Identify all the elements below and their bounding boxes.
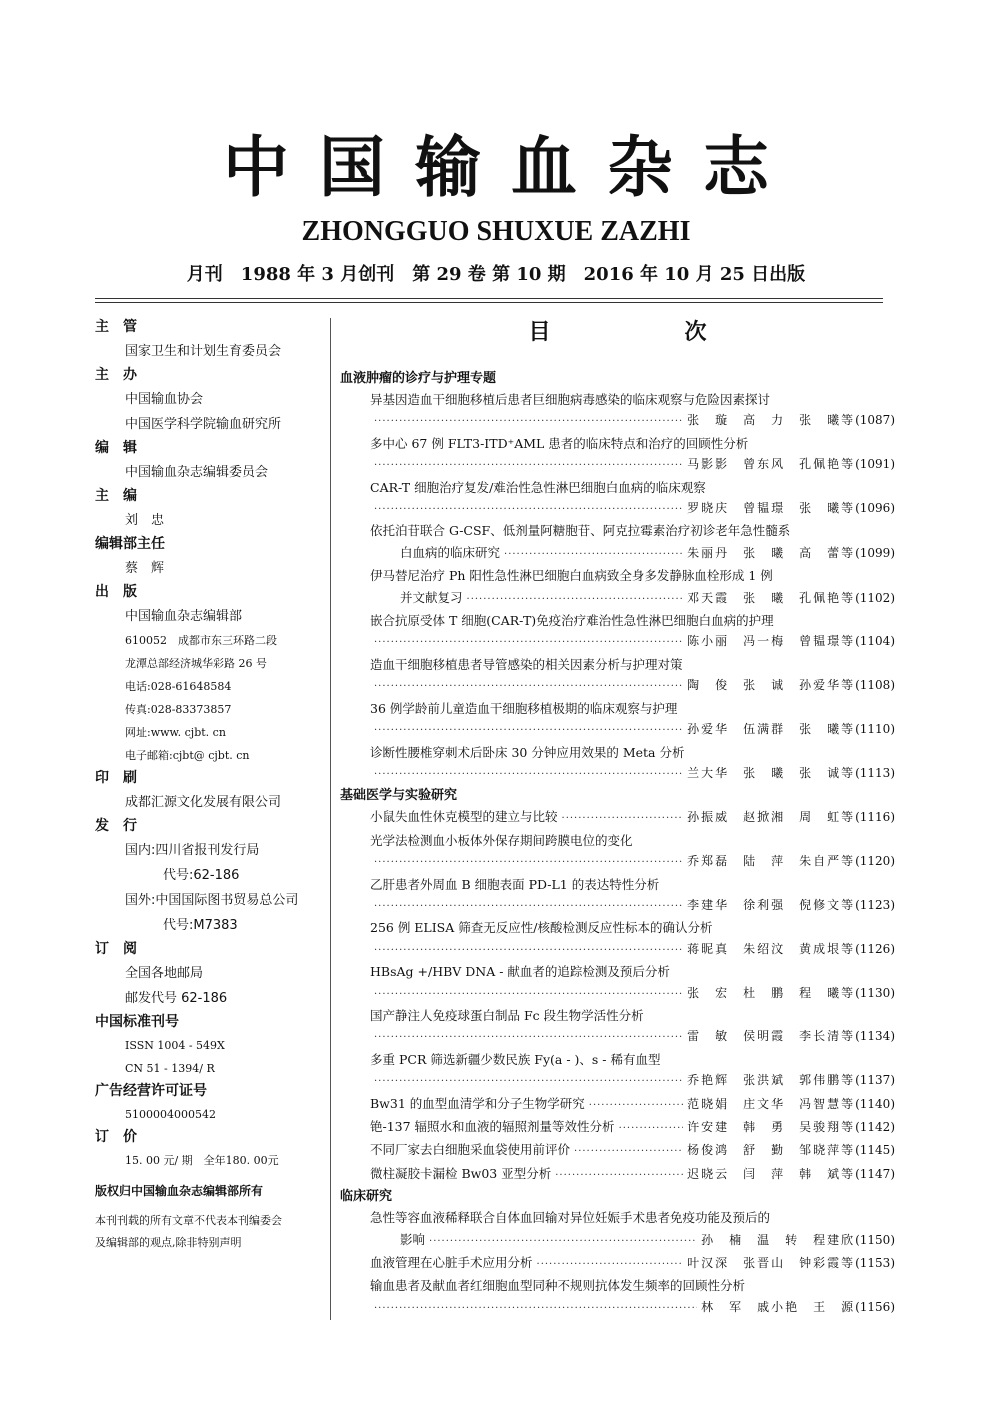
sb-line: 全国各地邮局 bbox=[125, 966, 204, 981]
toc-entry-authors: 张 璇 高 力 张 曦等 bbox=[687, 413, 856, 428]
toc-entry-authors: 迟晓云 闫 萍 韩 斌等 bbox=[687, 1166, 856, 1181]
toc-entry-title: 多中心 67 例 FLT3-ITD⁺AML 患者的临床特点和治疗的回顾性分析 bbox=[370, 435, 749, 451]
toc-entry-page: (1134) bbox=[855, 1029, 895, 1044]
toc-entry-authors: 林 军 戚小艳 王 源 bbox=[701, 1299, 856, 1314]
toc-entry-page: (1099) bbox=[855, 545, 895, 560]
leader-dots bbox=[467, 589, 684, 610]
sb-head-ad-license: 广告经营许可证号 bbox=[95, 1083, 207, 1099]
leader-dots bbox=[589, 1095, 683, 1116]
leader-dots bbox=[374, 455, 683, 476]
toc-entry-row bbox=[340, 1026, 895, 1048]
toc-entry-title: 依托泊苷联合 G-CSF、低剂量阿糖胞苷、阿克拉霉素治疗初诊老年急性髓系 bbox=[370, 523, 791, 539]
toc-entry[interactable] bbox=[340, 1093, 895, 1116]
toc-entry-title: HBsAg +/HBV DNA - 献血者的追踪检测及预后分析 bbox=[370, 964, 670, 980]
toc-entry-page: (1140) bbox=[855, 1096, 895, 1111]
toc-entry-page: (1126) bbox=[855, 941, 895, 956]
toc-section-title: 血液肿瘤的诊疗与护理专题 bbox=[340, 371, 497, 386]
toc-section-title: 基础医学与实验研究 bbox=[340, 788, 458, 804]
toc-entry-row bbox=[340, 1163, 895, 1186]
leader-dots bbox=[429, 1231, 697, 1252]
toc-entry-page: (1110) bbox=[855, 722, 895, 737]
toc-entry-authors: 罗晓庆 曾韫璟 张 曦等 bbox=[687, 501, 856, 516]
toc-entry[interactable] bbox=[340, 1049, 895, 1093]
toc-entry-page: (1113) bbox=[855, 765, 895, 780]
toc-entry-title: 铯-137 辐照水和血液的辐照剂量等效性分析 bbox=[370, 1119, 615, 1134]
toc-entry-title: 伊马替尼治疗 Ph 阳性急性淋巴细胞白血病致全身多发静脉血栓形成 1 例 bbox=[370, 568, 773, 584]
toc-entry[interactable] bbox=[340, 433, 895, 477]
disclaimer-line: 及编辑部的观点,除非特别声明 bbox=[95, 1236, 242, 1249]
toc-entry[interactable] bbox=[340, 1116, 895, 1139]
leader-dots bbox=[374, 1298, 697, 1319]
toc-entry-page: (1137) bbox=[855, 1073, 895, 1088]
toc-entry-row bbox=[340, 1229, 895, 1252]
toc-entry[interactable] bbox=[340, 1252, 895, 1275]
leader-dots bbox=[374, 1071, 683, 1092]
sb-head-supervisor: 主 管 bbox=[95, 319, 137, 335]
toc-entry-title: 造血干细胞移植患者导管感染的相关因素分析与护理对策 bbox=[370, 656, 683, 672]
sb-head-serial: 中国标准刊号 bbox=[95, 1014, 179, 1030]
toc-entry-row bbox=[340, 587, 895, 610]
toc-entry[interactable] bbox=[340, 698, 895, 742]
sb-head-editor: 编 辑 bbox=[95, 440, 137, 456]
sb-email: 电子邮箱:cjbt@ cjbt. cn bbox=[125, 749, 250, 762]
sb-phone: 电话:028-61648584 bbox=[125, 680, 232, 693]
masthead-sidebar bbox=[95, 316, 327, 1254]
toc-entry-title: 256 例 ELISA 筛查无反应性/核酸检测反应性标本的确认分析 bbox=[370, 920, 713, 936]
toc-entry-authors: 蒋昵真 朱绍汶 黄成垠等 bbox=[687, 941, 856, 956]
toc-entry-title: 诊断性腰椎穿刺术后卧床 30 分钟应用效果的 Meta 分析 bbox=[370, 744, 685, 760]
sb-head-publisher: 出 版 bbox=[95, 584, 137, 600]
toc-entry-row bbox=[340, 542, 895, 565]
leader-dots bbox=[374, 720, 683, 741]
toc-entry-authors: 朱丽丹 张 曦 高 蕾等 bbox=[687, 545, 856, 560]
toc-entry-authors: 叶汉深 张晋山 钟彩霞等 bbox=[687, 1256, 856, 1271]
leader-dots bbox=[374, 984, 683, 1005]
toc-entry-title: 血液管理在心脏手术应用分析 bbox=[370, 1255, 533, 1271]
toc-entry-authors: 杨俊鸿 舒 勤 邹晓萍等 bbox=[687, 1143, 856, 1158]
toc-entry[interactable] bbox=[340, 874, 895, 918]
sb-domestic-code: 代号:62-186 bbox=[163, 868, 240, 883]
toc-entry-title: 并文献复习 bbox=[400, 589, 463, 605]
leader-dots bbox=[374, 896, 683, 917]
toc-entry-title: 输血患者及献血者红细胞血型同种不规则抗体发生频率的回顾性分析 bbox=[370, 1278, 746, 1294]
edition-line: 月刊 1988 年 3 月创刊 第 29 卷 第 10 期 2016 年 10 月 25 日出版 bbox=[186, 264, 806, 285]
toc-entry[interactable] bbox=[340, 1005, 895, 1049]
leader-dots bbox=[555, 1165, 683, 1186]
toc-entry-row bbox=[340, 806, 895, 829]
leader-dots bbox=[374, 499, 683, 520]
toc-entry[interactable] bbox=[340, 1139, 895, 1162]
copyright-notice: 版权归中国输血杂志编辑部所有 bbox=[95, 1184, 264, 1198]
sb-price: 15. 00 元/ 期 全年180. 00元 bbox=[125, 1154, 279, 1167]
sb-address-2: 龙潭总部经济城华彩路 26 号 bbox=[125, 657, 267, 670]
toc-entry[interactable] bbox=[340, 961, 895, 1005]
toc-entry-authors: 乔郑磊 陆 萍 朱自严等 bbox=[687, 854, 856, 869]
toc-entry[interactable] bbox=[340, 917, 895, 961]
toc-entry-authors: 陈小丽 冯一梅 曾韫璟等 bbox=[687, 634, 856, 649]
toc-entry-page: (1096) bbox=[855, 501, 895, 516]
toc-entry-row bbox=[340, 1116, 895, 1139]
toc-entry-title: 乙肝患者外周血 B 细胞表面 PD-L1 的表达特性分析 bbox=[370, 876, 660, 892]
journal-title-cn: 中国输血杂志 bbox=[223, 129, 799, 206]
sb-foreign-code: 代号:M7383 bbox=[163, 918, 238, 933]
toc-entry-title: 微柱凝胶卡漏检 Bw03 亚型分析 bbox=[370, 1165, 552, 1181]
toc-entry[interactable] bbox=[340, 830, 895, 874]
toc-entry-row bbox=[340, 939, 895, 961]
toc-entry[interactable] bbox=[340, 1275, 895, 1319]
sb-cn: CN 51 - 1394/ R bbox=[125, 1062, 215, 1075]
toc-entry-title: 白血病的临床研究 bbox=[400, 544, 501, 560]
sb-address-1: 610052 成都市东三环路二段 bbox=[125, 634, 277, 647]
sb-line: 中国输血杂志编辑委员会 bbox=[125, 465, 269, 480]
sb-head-subscribe: 订 阅 bbox=[95, 941, 137, 957]
sb-head-printer: 印 刷 bbox=[95, 770, 137, 786]
toc-entry-page: (1102) bbox=[855, 590, 895, 605]
toc-entry-row bbox=[340, 1252, 895, 1275]
toc-entry-title: 小鼠失血性休克模型的建立与比较 bbox=[370, 809, 558, 825]
leader-dots bbox=[374, 632, 683, 653]
sb-issn: ISSN 1004 - 549X bbox=[125, 1039, 225, 1052]
toc-entry-authors: 孙振威 赵掀湘 周 虹等 bbox=[687, 810, 856, 825]
toc-entry[interactable] bbox=[340, 610, 895, 654]
sb-domestic: 国内:四川省报刊发行局 bbox=[125, 843, 260, 858]
leader-dots bbox=[374, 940, 683, 961]
toc-entry-authors: 范晓娟 庄文华 冯智慧等 bbox=[687, 1096, 856, 1111]
toc-entry-authors: 许安建 韩 勇 吴骏翔等 bbox=[687, 1120, 856, 1134]
toc-entry[interactable] bbox=[340, 806, 895, 829]
toc-entry-title: 多重 PCR 筛选新疆少数民族 Fy(a - )、s - 稀有血型 bbox=[370, 1051, 661, 1067]
leader-dots bbox=[537, 1254, 684, 1275]
toc-entry-page: (1108) bbox=[855, 678, 895, 693]
toc-entry-authors: 张 宏 杜 鹏 程 曦等 bbox=[687, 985, 856, 1000]
toc-entry-page: (1116) bbox=[855, 810, 895, 825]
toc-entry-authors: 李建华 徐利强 倪修文等 bbox=[687, 897, 856, 912]
toc-entry-row bbox=[340, 498, 895, 520]
sb-ad-license-number: 5100004000542 bbox=[125, 1108, 216, 1121]
toc-entry-row bbox=[340, 851, 895, 873]
toc-entry[interactable] bbox=[340, 520, 895, 565]
toc-entry[interactable] bbox=[340, 654, 895, 698]
toc-entry-title: 国产静注人免疫球蛋白制品 Fc 段生物学活性分析 bbox=[370, 1007, 644, 1023]
toc-entry-title: 急性等容血液稀释联合自体血回输对异位妊娠手术患者免疫功能及预后的 bbox=[370, 1210, 771, 1226]
toc-entry-authors: 邓天霞 张 曦 孔佩艳等 bbox=[687, 590, 856, 605]
toc-entry-page: (1120) bbox=[855, 854, 895, 869]
toc-entry[interactable] bbox=[340, 565, 895, 610]
toc-entry-page: (1104) bbox=[855, 634, 895, 649]
disclaimer bbox=[95, 1210, 327, 1254]
toc-entry-title: 36 例学龄前儿童造血干细胞移植极期的临床观察与护理 bbox=[370, 700, 678, 716]
leader-dots bbox=[504, 544, 683, 565]
column-divider bbox=[330, 318, 331, 1320]
sb-line: 刘 忠 bbox=[125, 513, 165, 528]
sb-line: 中国医学科学院输血研究所 bbox=[125, 417, 282, 432]
sb-head-sponsor: 主 办 bbox=[95, 367, 137, 383]
sb-fax: 传真:028-83373857 bbox=[125, 703, 232, 716]
toc-entry-page: (1153) bbox=[855, 1256, 895, 1271]
sb-head-chief-editor: 主 编 bbox=[95, 488, 137, 504]
toc-entry[interactable] bbox=[340, 477, 895, 521]
toc-entry-title: 影响 bbox=[400, 1231, 426, 1247]
toc-entry-title: 不同厂家去白细胞采血袋使用前评价 bbox=[370, 1142, 571, 1158]
leader-dots bbox=[374, 676, 683, 697]
toc-entry-row bbox=[340, 454, 895, 476]
toc-section-title: 临床研究 bbox=[340, 1189, 393, 1205]
toc-entry-row bbox=[340, 895, 895, 917]
toc-entry-row bbox=[340, 1297, 895, 1319]
sb-line: 中国输血杂志编辑部 bbox=[125, 609, 243, 624]
toc-entry-authors: 兰大华 张 曦 张 诚等 bbox=[687, 765, 856, 780]
toc-entry[interactable] bbox=[340, 742, 895, 786]
header-rule-bottom bbox=[95, 302, 883, 303]
toc-entry-page: (1142) bbox=[855, 1120, 895, 1134]
toc-entry-row bbox=[340, 1070, 895, 1092]
toc-entry-row bbox=[340, 1139, 895, 1162]
journal-title-en: ZHONGGUO SHUXUE ZAZHI bbox=[301, 216, 691, 247]
table-of-contents bbox=[340, 316, 895, 1319]
toc-entry-authors: 乔艳辉 张洪斌 郭伟鹏等 bbox=[687, 1073, 856, 1088]
toc-entry[interactable] bbox=[340, 1207, 895, 1252]
sb-foreign: 国外:中国国际图书贸易总公司 bbox=[125, 893, 299, 908]
toc-entry-page: (1123) bbox=[855, 897, 895, 912]
sb-website: 网址:www. cjbt. cn bbox=[125, 726, 226, 739]
leader-dots bbox=[619, 1118, 684, 1139]
disclaimer-line: 本刊刊载的所有文章不代表本刊编委会 bbox=[95, 1214, 282, 1227]
leader-dots bbox=[374, 764, 683, 785]
sb-head-price: 订 价 bbox=[95, 1129, 137, 1145]
sb-line: 中国输血协会 bbox=[125, 392, 204, 407]
toc-entry-authors: 孙 楠 温 转 程建欣 bbox=[701, 1232, 856, 1247]
sb-head-distribution: 发 行 bbox=[95, 818, 137, 834]
toc-entry-row bbox=[340, 983, 895, 1005]
toc-entry-authors: 雷 敏 侯明霞 李长清等 bbox=[687, 1029, 856, 1044]
leader-dots bbox=[574, 1141, 683, 1162]
toc-title: 目 次 bbox=[528, 320, 763, 345]
toc-entry[interactable] bbox=[340, 389, 895, 433]
toc-entry-row bbox=[340, 763, 895, 785]
toc-entry-title: Bw31 的血型血清学和分子生物学研究 bbox=[370, 1095, 585, 1111]
toc-entry-page: (1145) bbox=[855, 1143, 895, 1158]
sb-head-office-director: 编辑部主任 bbox=[95, 536, 165, 552]
toc-entry-title: CAR-T 细胞治疗复发/难治性急性淋巴细胞白血病的临床观察 bbox=[370, 479, 706, 495]
sb-line: 国家卫生和计划生育委员会 bbox=[125, 344, 282, 359]
sb-line: 蔡 辉 bbox=[125, 561, 165, 576]
sb-line: 邮发代号 62-186 bbox=[125, 991, 228, 1006]
toc-entry-row bbox=[340, 675, 895, 697]
toc-entry-page: (1156) bbox=[855, 1299, 895, 1314]
toc-entry-page: (1091) bbox=[855, 457, 895, 472]
toc-entry-title: 光学法检测血小板体外保存期间跨膜电位的变化 bbox=[370, 832, 633, 848]
toc-entry-row bbox=[340, 631, 895, 653]
toc-entry-authors: 陶 俊 张 诚 孙爱华等 bbox=[687, 678, 856, 693]
toc-entry-page: (1087) bbox=[855, 413, 895, 428]
toc-entry-row bbox=[340, 1093, 895, 1116]
toc-entry-title: 异基因造血干细胞移植后患者巨细胞病毒感染的临床观察与危险因素探讨 bbox=[370, 392, 771, 407]
toc-body bbox=[340, 368, 895, 1319]
sb-line: 成都汇源文化发展有限公司 bbox=[125, 795, 282, 810]
toc-entry-row bbox=[340, 719, 895, 741]
header-rule-top bbox=[95, 298, 883, 299]
leader-dots bbox=[374, 411, 683, 432]
toc-entry-row bbox=[340, 410, 895, 432]
toc-entry-title: 嵌合抗原受体 T 细胞(CAR-T)免疫治疗难治性急性淋巴细胞白血病的护理 bbox=[370, 613, 774, 629]
toc-entry-authors: 孙爱华 伍满群 张 曦等 bbox=[687, 722, 856, 737]
toc-entry[interactable] bbox=[340, 1163, 895, 1186]
toc-entry-page: (1147) bbox=[855, 1166, 895, 1181]
toc-entry-authors: 马影影 曾东风 孔佩艳等 bbox=[687, 457, 856, 472]
toc-entry-page: (1150) bbox=[855, 1232, 895, 1247]
leader-dots bbox=[562, 808, 684, 829]
toc-entry-page: (1130) bbox=[855, 985, 895, 1000]
leader-dots bbox=[374, 1027, 683, 1048]
leader-dots bbox=[374, 852, 683, 873]
